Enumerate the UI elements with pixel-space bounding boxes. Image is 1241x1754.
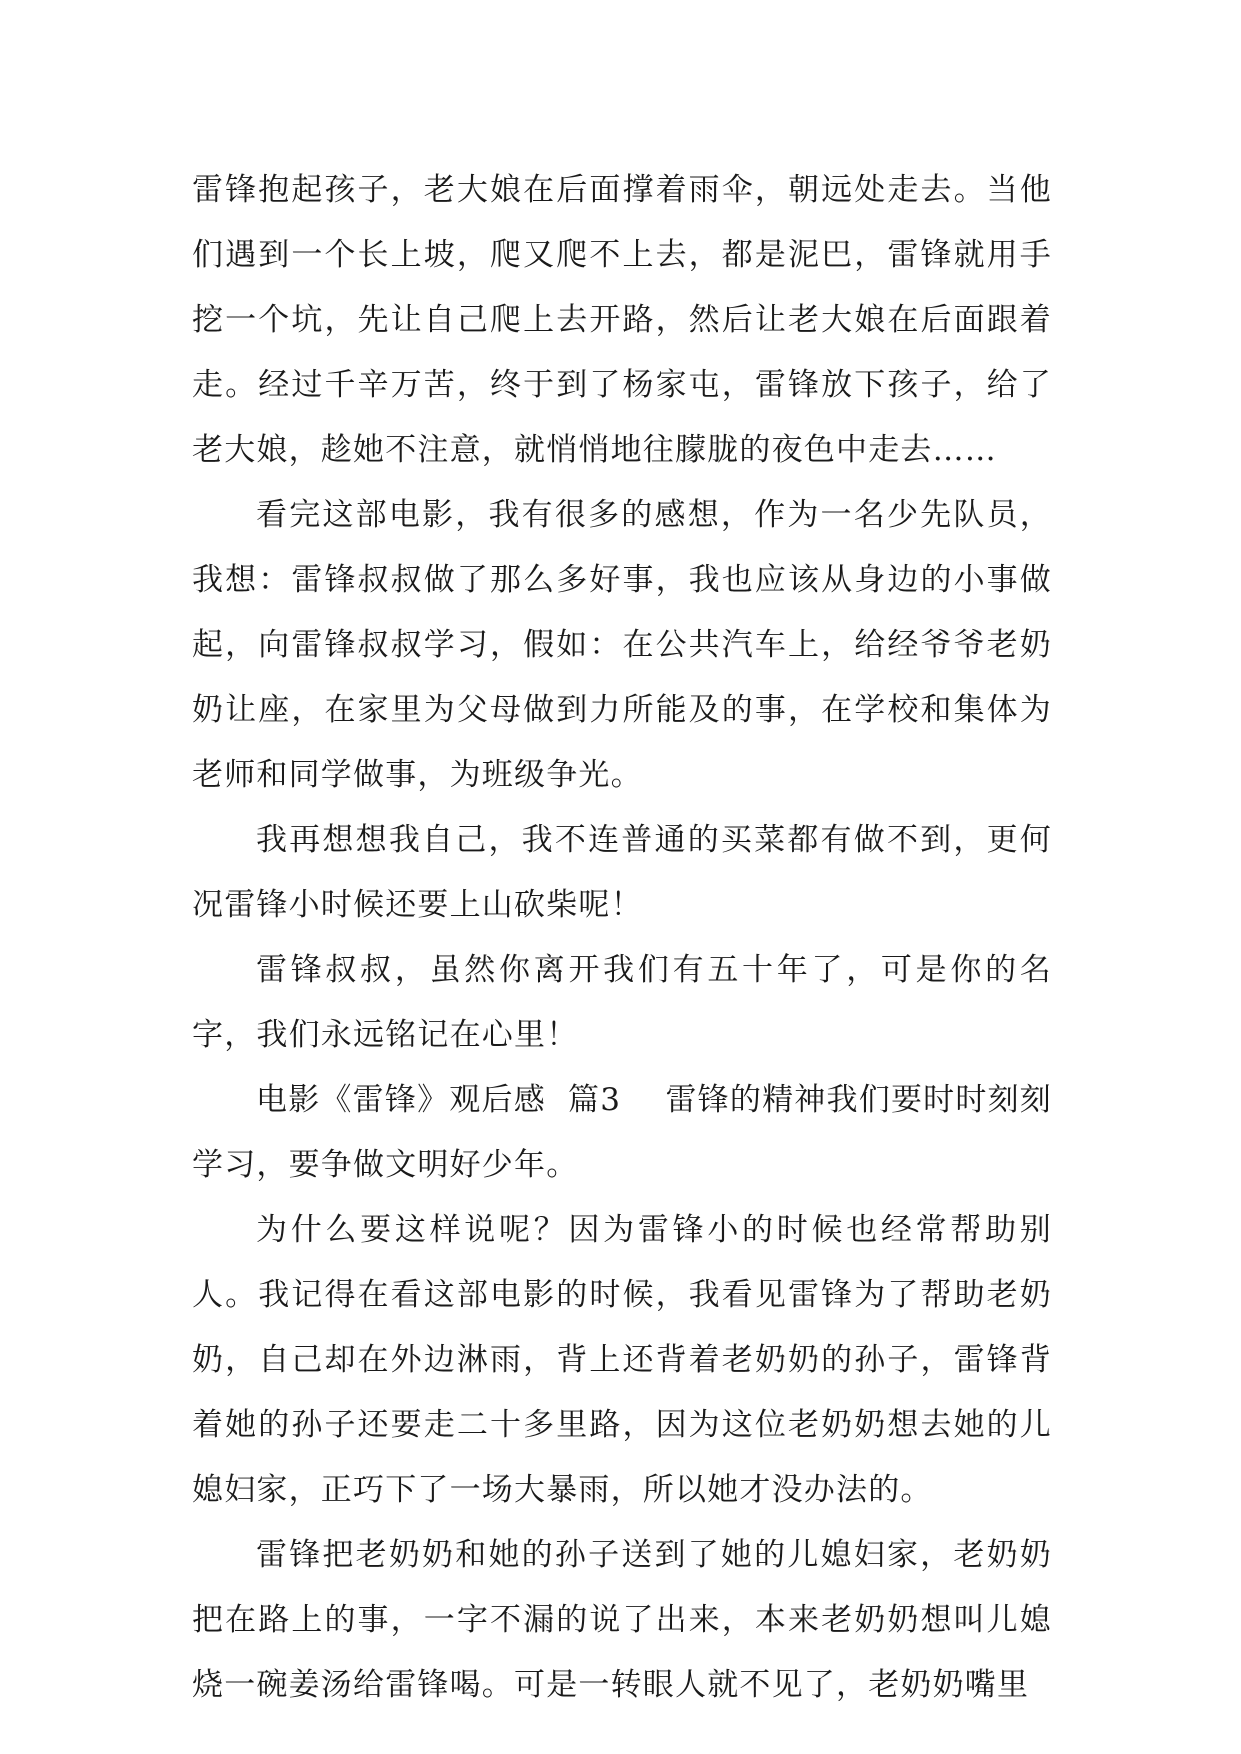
- document-page: [192, 158, 1052, 1718]
- paragraph-2: 看完这部电影，我有很多的感想，作为一名少先队员，我想：雷锋叔叔做了那么多好事，我也应该从身边的小事做起，向雷锋叔叔学习，假如：在公共汽车上，给经爷爷老奶奶让座，在家里为父母做到力所能及的事，在学校和集体为老师和同学做事，为班级争光。: [192, 497, 1052, 793]
- paragraph-1: 雷锋抱起孩子，老大娘在后面撑着雨伞，朝远处走去。当他们遇到一个长上坡，爬又爬不上去，都是泥巴，雷锋就用手挖一个坑，先让自己爬上去开路，然后让老大娘在后面跟着走。经过千辛万苦，终于到了杨家屯，雷锋放下孩子，给了老大娘，趁她不注意，就悄悄地往朦胧的夜色中走去……: [192, 172, 1052, 468]
- paragraph-4: 雷锋叔叔，虽然你离开我们有五十年了，可是你的名字，我们永远铭记在心里！: [192, 952, 1052, 1053]
- paragraph-3: 我再想想我自己，我不连普通的买菜都有做不到，更何况雷锋小时候还要上山砍柴呢！: [192, 822, 1052, 923]
- paragraph-7: 雷锋把老奶奶和她的孙子送到了她的儿媳妇家，老奶奶把在路上的事，一字不漏的说了出来，本来老奶奶想叫儿媳烧一碗姜汤给雷锋喝。可是一转眼人就不见了，老奶奶嘴里: [192, 1537, 1052, 1703]
- paragraph-5-section-heading: 电影《雷锋》观后感 篇3 雷锋的精神我们要时时刻刻学习，要争做文明好少年。: [192, 1082, 1052, 1183]
- paragraph-6: 为什么要这样说呢？因为雷锋小的时候也经常帮助别人。我记得在看这部电影的时候，我看见雷锋为了帮助老奶奶，自己却在外边淋雨，背上还背着老奶奶的孙子，雷锋背着她的孙子还要走二十多里路，因为这位老奶奶想去她的儿媳妇家，正巧下了一场大暴雨，所以她才没办法的。: [192, 1212, 1052, 1508]
